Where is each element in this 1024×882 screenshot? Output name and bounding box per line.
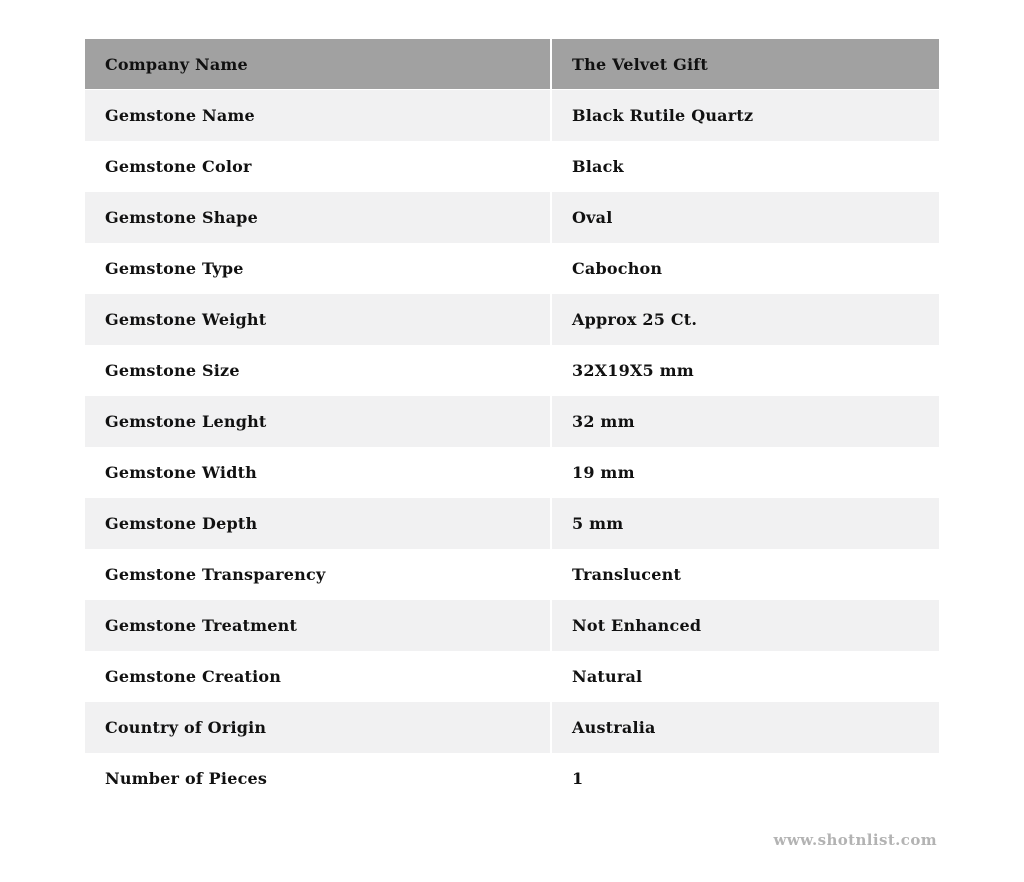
row-label: Gemstone Depth [85, 498, 550, 549]
table-row [85, 702, 939, 753]
table-row [85, 396, 939, 447]
row-value: Black [552, 141, 939, 192]
row-label: Gemstone Lenght [85, 396, 550, 447]
row-label: Gemstone Weight [85, 294, 550, 345]
table-row [85, 90, 939, 141]
table-row [85, 549, 939, 600]
site-watermark: www.shotnlist.com [773, 831, 937, 849]
row-label: Gemstone Treatment [85, 600, 550, 651]
row-label: Gemstone Name [85, 90, 550, 141]
table-row [85, 498, 939, 549]
row-value: Black Rutile Quartz [552, 90, 939, 141]
row-label: Country of Origin [85, 702, 550, 753]
row-value: 32 mm [552, 396, 939, 447]
row-value: Cabochon [552, 243, 939, 294]
row-value: Australia [552, 702, 939, 753]
table-row [85, 192, 939, 243]
row-label: Number of Pieces [85, 753, 550, 804]
table-header-row [85, 39, 939, 89]
header-value-cell: The Velvet Gift [552, 39, 939, 89]
row-label: Gemstone Color [85, 141, 550, 192]
row-value: Approx 25 Ct. [552, 294, 939, 345]
row-label: Gemstone Creation [85, 651, 550, 702]
row-value: 5 mm [552, 498, 939, 549]
row-label: Gemstone Shape [85, 192, 550, 243]
table-row [85, 651, 939, 702]
gemstone-spec-table [85, 39, 939, 804]
table-row [85, 447, 939, 498]
row-value: 1 [552, 753, 939, 804]
table-row [85, 600, 939, 651]
row-label: Gemstone Transparency [85, 549, 550, 600]
table-row [85, 243, 939, 294]
header-label-cell: Company Name [85, 39, 550, 89]
table-row [85, 345, 939, 396]
table-row [85, 753, 939, 804]
row-value: Oval [552, 192, 939, 243]
row-label: Gemstone Size [85, 345, 550, 396]
row-value: 32X19X5 mm [552, 345, 939, 396]
row-label: Gemstone Width [85, 447, 550, 498]
row-value: 19 mm [552, 447, 939, 498]
table-row [85, 141, 939, 192]
row-value: Translucent [552, 549, 939, 600]
table-row [85, 294, 939, 345]
row-label: Gemstone Type [85, 243, 550, 294]
row-value: Natural [552, 651, 939, 702]
row-value: Not Enhanced [552, 600, 939, 651]
